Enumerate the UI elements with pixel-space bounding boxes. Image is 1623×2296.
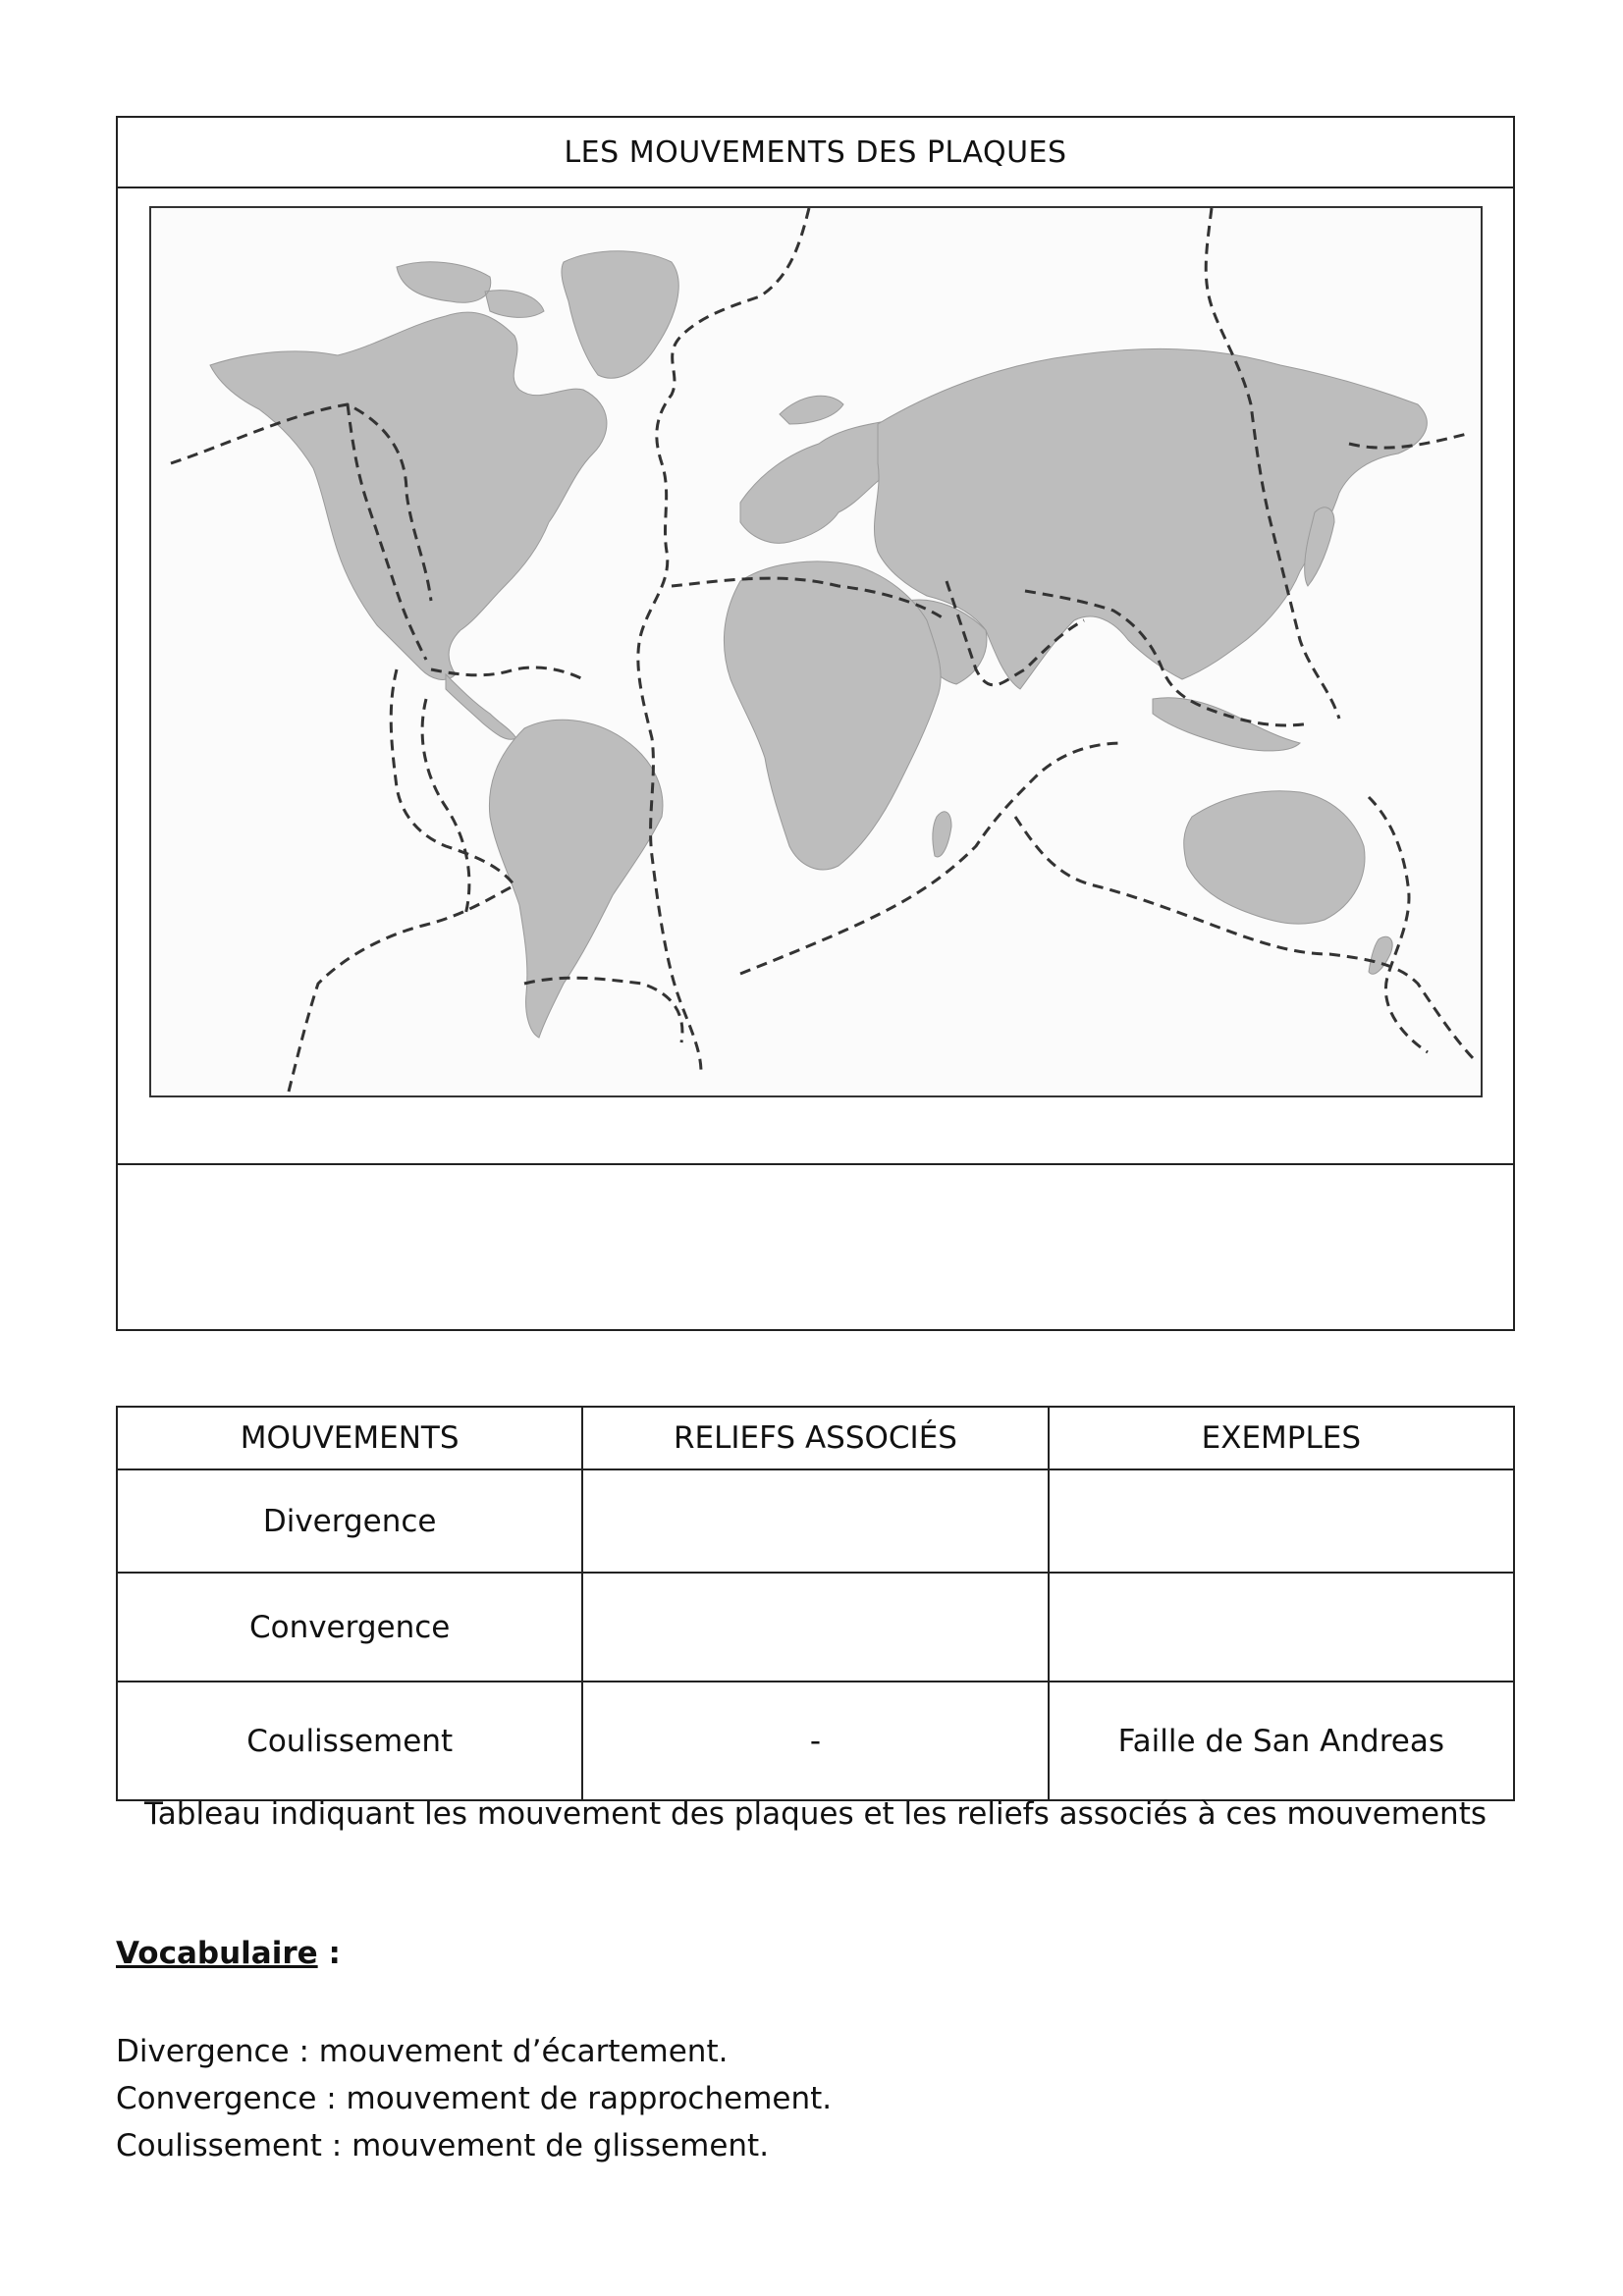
central-america: [446, 674, 516, 739]
movements-table: [116, 1406, 1515, 1801]
boundary-caribbean: [431, 667, 583, 679]
vocabulary-item: Convergence : mouvement de rapprochement.: [116, 2081, 833, 2116]
cell-movement: Coulissement: [117, 1682, 582, 1800]
table-row: [117, 1682, 1514, 1800]
header-mouvements: MOUVEMENTS: [117, 1407, 582, 1469]
cell-example: Faille de San Andreas: [1049, 1682, 1514, 1800]
cell-example: [1049, 1469, 1514, 1573]
australia: [1184, 791, 1365, 924]
boundary-pacific-rise: [422, 699, 469, 915]
cell-relief: [582, 1469, 1048, 1573]
vocabulary-heading: [116, 1936, 341, 1971]
header-exemples: EXEMPLES: [1049, 1407, 1514, 1469]
cell-movement: Divergence: [117, 1469, 582, 1573]
header-reliefs: RELIEFS ASSOCIÉS: [582, 1407, 1048, 1469]
cell-movement: Convergence: [117, 1573, 582, 1682]
north-america: [210, 312, 607, 679]
map-section: [116, 116, 1515, 1331]
vocabulary-item: Divergence : mouvement d’écartement.: [116, 2034, 729, 2069]
boundary-australia-east: [1369, 797, 1428, 1052]
table-header-row: [117, 1407, 1514, 1469]
continents: [210, 251, 1427, 1038]
boundary-south-pacific: [289, 885, 514, 1092]
vocabulary-title: Vocabulaire: [116, 1936, 318, 1971]
cell-relief: -: [582, 1682, 1048, 1800]
map-title: LES MOUVEMENTS DES PLAQUES: [118, 118, 1513, 188]
world-map: [149, 206, 1483, 1097]
table-row: [117, 1469, 1514, 1573]
vocabulary-colon: :: [328, 1936, 341, 1971]
table-caption: Tableau indiquant les mouvement des plaques et les reliefs associés à ces mouvements: [143, 1796, 1488, 1832]
africa: [724, 561, 941, 870]
map-area: [118, 188, 1513, 1165]
cell-relief: [582, 1573, 1048, 1682]
south-america: [489, 720, 663, 1038]
table-row: [117, 1573, 1514, 1682]
madagascar: [933, 812, 951, 857]
cell-example: [1049, 1573, 1514, 1682]
world-map-drawing: [151, 208, 1483, 1097]
vocabulary-item: Coulissement : mouvement de glissement.: [116, 2128, 770, 2163]
map-caption-area: [118, 1165, 1513, 1327]
arctic-islands: [397, 262, 544, 318]
greenland: [562, 251, 678, 378]
vocabulary-list: [116, 2028, 832, 2169]
